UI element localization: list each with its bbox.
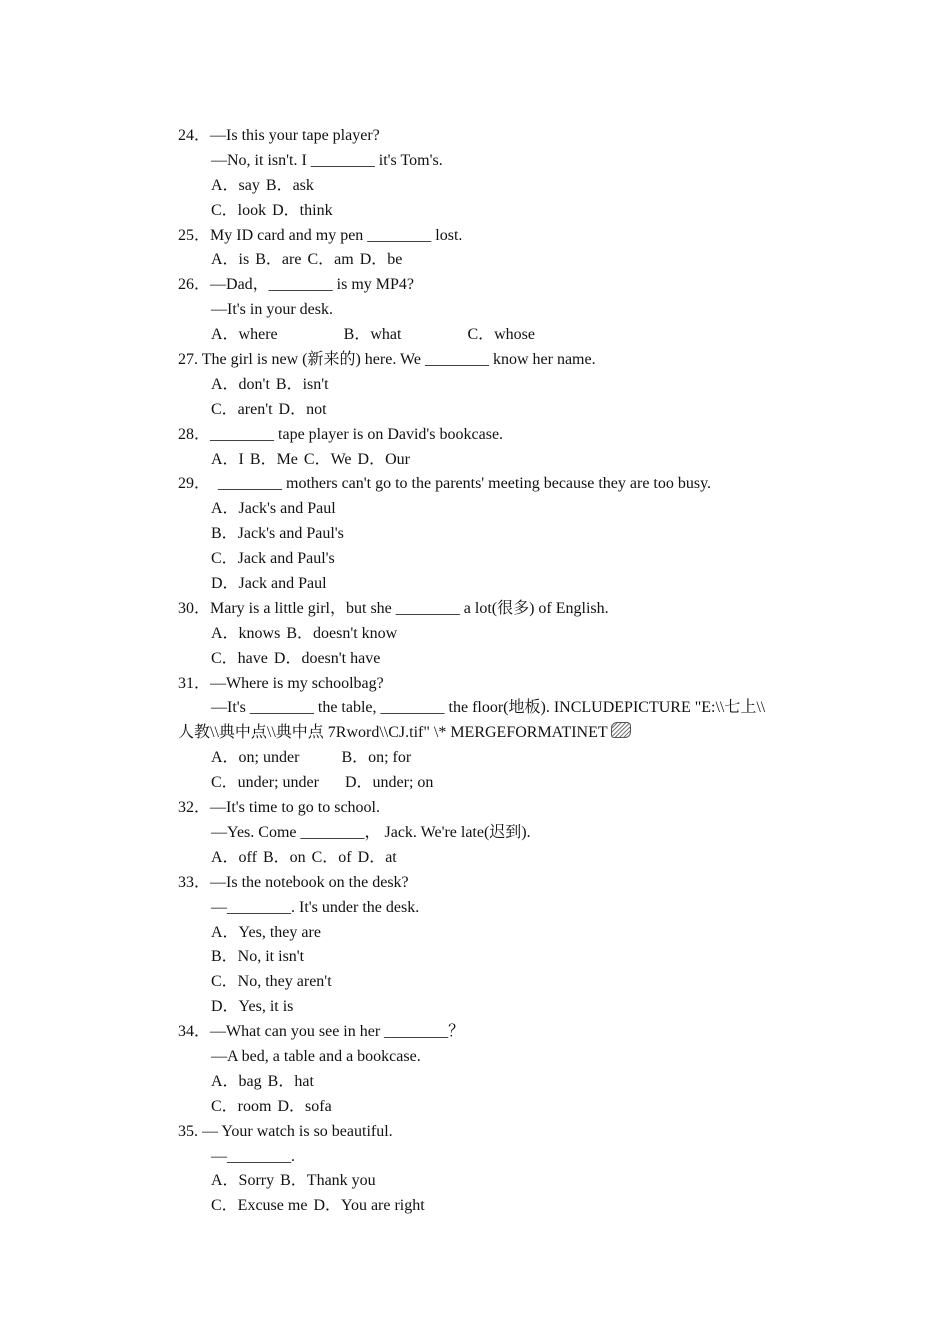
question-stem bbox=[178, 472, 818, 497]
answer-option[interactable]: A．off bbox=[211, 848, 257, 866]
dialogue-reply: —________. bbox=[211, 1147, 295, 1165]
question-number: 25． bbox=[178, 226, 211, 244]
question-stem bbox=[178, 273, 818, 298]
question-stem bbox=[178, 1120, 818, 1145]
question-text: — Your watch is so beautiful. bbox=[202, 1122, 393, 1140]
answer-option[interactable]: D．Jack and Paul bbox=[211, 575, 327, 593]
question-number: 34． bbox=[178, 1023, 211, 1041]
answer-option[interactable]: B．doesn't know bbox=[286, 624, 398, 642]
answer-option[interactable]: C．under; under bbox=[211, 774, 319, 792]
option-row bbox=[178, 547, 818, 572]
answer-option[interactable]: A．say bbox=[211, 176, 260, 194]
answer-option[interactable]: B．on; for bbox=[341, 749, 412, 767]
question-stem bbox=[178, 224, 818, 249]
question-number: 30． bbox=[178, 599, 211, 617]
option-row bbox=[178, 448, 818, 473]
option-row bbox=[178, 1095, 818, 1120]
question-text: ________ mothers can't go to the parents' meeting because they are too busy. bbox=[214, 475, 712, 493]
question-24 bbox=[178, 124, 818, 224]
dialogue-reply: —It's ________ the table, ________ the floor(地板). INCLUDEPICTURE "E:\\七上\\ bbox=[211, 699, 766, 717]
option-row bbox=[178, 174, 818, 199]
answer-option[interactable]: B．ask bbox=[265, 176, 314, 194]
option-row bbox=[178, 1070, 818, 1095]
answer-option[interactable]: D．You are right bbox=[313, 1197, 425, 1215]
answer-option[interactable]: A．is bbox=[211, 251, 250, 269]
answer-option[interactable]: D．think bbox=[272, 201, 333, 219]
question-35 bbox=[178, 1120, 818, 1220]
question-text: —Dad，________ is my MP4? bbox=[210, 276, 415, 294]
question-text: My ID card and my pen ________ lost. bbox=[210, 226, 463, 244]
question-28 bbox=[178, 423, 818, 473]
question-32 bbox=[178, 796, 818, 871]
answer-option[interactable]: B．Thank you bbox=[280, 1172, 376, 1190]
answer-option[interactable]: C．look bbox=[211, 201, 267, 219]
answer-option[interactable]: A．on; under bbox=[211, 749, 300, 767]
option-row bbox=[178, 945, 818, 970]
answer-option[interactable]: C．am bbox=[307, 251, 354, 269]
answer-option[interactable]: A．bag bbox=[211, 1072, 262, 1090]
question-text: The girl is new (新来的) here. We ________ know her name. bbox=[201, 351, 596, 369]
option-row bbox=[178, 248, 818, 273]
answer-option[interactable]: A．Yes, they are bbox=[211, 923, 321, 941]
answer-option[interactable]: A．where bbox=[211, 326, 278, 344]
dialogue-reply: —No, it isn't. I ________ it's Tom's. bbox=[211, 151, 443, 169]
question-stem bbox=[178, 871, 818, 896]
answer-option[interactable]: B．what bbox=[343, 326, 402, 344]
answer-option[interactable]: B．Jack's and Paul's bbox=[211, 525, 344, 543]
option-row bbox=[178, 373, 818, 398]
answer-option[interactable]: D．be bbox=[359, 251, 403, 269]
question-text: Mary is a little girl，but she ________ a lot(很多) of English. bbox=[210, 599, 609, 617]
question-stem bbox=[178, 672, 818, 697]
answer-option[interactable]: C．of bbox=[311, 848, 352, 866]
answer-option[interactable]: D．doesn't have bbox=[273, 649, 381, 667]
answer-option[interactable]: B．Me bbox=[249, 450, 298, 468]
question-number: 28． bbox=[178, 425, 211, 443]
question-text: —Is the notebook on the desk? bbox=[210, 873, 409, 891]
question-number: 26． bbox=[178, 276, 211, 294]
answer-option[interactable]: A．knows bbox=[211, 624, 281, 642]
question-number: 31． bbox=[178, 674, 211, 692]
option-row bbox=[178, 522, 818, 547]
option-row bbox=[178, 746, 818, 771]
option-row bbox=[178, 497, 818, 522]
dialogue-reply: —It's in your desk. bbox=[211, 301, 333, 319]
dialogue-reply: —________. It's under the desk. bbox=[211, 898, 420, 916]
question-text: —Is this your tape player? bbox=[210, 127, 380, 144]
question-number: 33． bbox=[178, 873, 211, 891]
answer-option[interactable]: D．Yes, it is bbox=[211, 998, 294, 1016]
option-row bbox=[178, 995, 818, 1020]
answer-option[interactable]: C．have bbox=[211, 649, 268, 667]
picture-placeholder-icon bbox=[611, 722, 631, 738]
answer-option[interactable]: D．at bbox=[357, 848, 397, 866]
question-33 bbox=[178, 871, 818, 1020]
question-text: —Where is my schoolbag? bbox=[210, 674, 384, 692]
question-stem bbox=[178, 124, 818, 149]
option-row bbox=[178, 199, 818, 224]
answer-option[interactable]: C．No, they aren't bbox=[211, 973, 332, 991]
option-row bbox=[178, 1194, 818, 1219]
question-stem bbox=[178, 348, 818, 373]
question-27 bbox=[178, 348, 818, 423]
question-text: —It's time to go to school. bbox=[210, 799, 380, 817]
question-29 bbox=[178, 472, 818, 596]
answer-option[interactable]: C．room bbox=[211, 1097, 272, 1115]
answer-option[interactable]: D．under; on bbox=[344, 774, 434, 792]
question-stem bbox=[178, 1020, 818, 1045]
question-stem bbox=[178, 423, 818, 448]
question-number: 24． bbox=[178, 127, 211, 144]
question-stem bbox=[178, 597, 818, 622]
dialogue-reply: —A bed, a table and a bookcase. bbox=[211, 1047, 421, 1065]
answer-option[interactable]: A．don't bbox=[211, 375, 270, 393]
question-number: 27. bbox=[178, 351, 202, 369]
question-34 bbox=[178, 1020, 818, 1120]
answer-option[interactable]: B．are bbox=[255, 251, 302, 269]
question-25 bbox=[178, 224, 818, 274]
option-row bbox=[178, 846, 818, 871]
answer-option[interactable]: C．We bbox=[303, 450, 352, 468]
option-row bbox=[178, 398, 818, 423]
answer-option[interactable]: B．isn't bbox=[275, 375, 329, 393]
answer-option[interactable]: C．Jack and Paul's bbox=[211, 550, 335, 568]
option-row bbox=[178, 572, 818, 597]
answer-option[interactable]: C．aren't bbox=[211, 400, 273, 418]
field-code-text: 人教\\典中点\\典中点 7Rword\\CJ.tif" \* MERGEFORMATINET bbox=[178, 724, 608, 742]
question-number: 35. bbox=[178, 1122, 202, 1140]
question-text: —What can you see in her ________？ bbox=[210, 1023, 465, 1041]
dialogue-reply: —Yes. Come ________， Jack. We're late(迟到). bbox=[211, 823, 531, 841]
answer-option[interactable]: D．sofa bbox=[277, 1097, 332, 1115]
answer-option[interactable]: A．I bbox=[211, 450, 244, 468]
answer-option[interactable]: B．on bbox=[262, 848, 306, 866]
option-row bbox=[178, 323, 818, 348]
question-number: 32． bbox=[178, 799, 211, 817]
option-row bbox=[178, 1169, 818, 1194]
question-stem bbox=[178, 796, 818, 821]
answer-option[interactable]: A．Sorry bbox=[211, 1172, 275, 1190]
question-number: 29． bbox=[178, 475, 211, 493]
answer-option[interactable]: D．not bbox=[278, 400, 327, 418]
option-row bbox=[178, 921, 818, 946]
question-31 bbox=[178, 672, 818, 796]
answer-option[interactable]: C．Excuse me bbox=[211, 1197, 308, 1215]
option-row bbox=[178, 622, 818, 647]
option-row bbox=[178, 970, 818, 995]
option-row bbox=[178, 771, 818, 796]
option-row bbox=[178, 647, 818, 672]
answer-option[interactable]: C．whose bbox=[467, 326, 535, 344]
answer-option[interactable]: D．Our bbox=[357, 450, 410, 468]
question-30 bbox=[178, 597, 818, 672]
question-list bbox=[178, 124, 818, 1219]
answer-option[interactable]: B．No, it isn't bbox=[211, 948, 305, 966]
answer-option[interactable]: B．hat bbox=[267, 1072, 314, 1090]
question-text: ________ tape player is on David's bookcase. bbox=[210, 425, 504, 443]
answer-option[interactable]: A．Jack's and Paul bbox=[211, 500, 336, 518]
field-code-continuation bbox=[178, 721, 818, 746]
question-26 bbox=[178, 273, 818, 348]
